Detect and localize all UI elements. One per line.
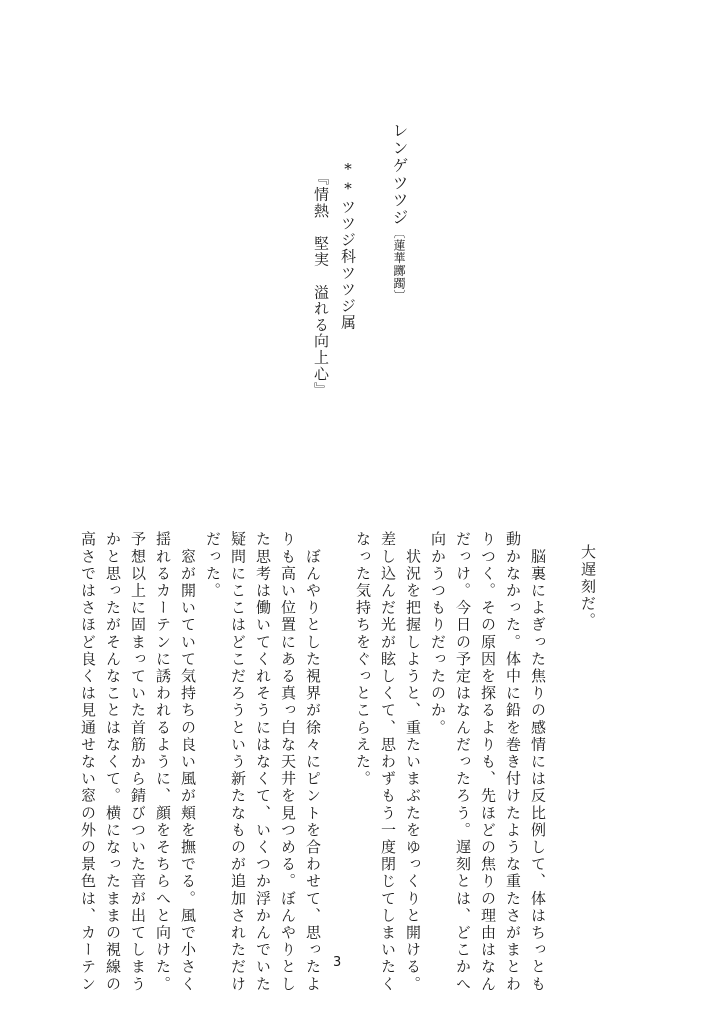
body-line: 窓が開いていて気持ちの良い風が頬を撫でる。風で小さく (179, 531, 197, 993)
flower-name: レンゲツツジ (390, 122, 409, 227)
body-line: かと思ったがそんなことはなくて。横になったままの視線の (104, 531, 122, 993)
flower-meaning: 『情熱 堅実 溢れる向上心』 (312, 170, 330, 399)
flower-title (391, 122, 407, 302)
body-line: 向かうつもりだったのか。 (429, 531, 447, 737)
body-line: なった気持ちをぐっとこらえた。 (354, 531, 372, 788)
body-line: た思考は働いてくれそうにはなくて、いくつか浮かんでいた (254, 531, 272, 993)
body-line: 差し込んだ光が眩しくて、思わずもう一度閉じてしまいたく (379, 531, 397, 993)
body-line: 予想以上に固まっていた首筋から錆びついた音が出てしまう (129, 531, 147, 993)
body-line: 揺れるカーテンに誘われるように、顔をそちらへと向けた。 (154, 531, 172, 993)
body-line: だった。 (204, 531, 222, 600)
body-line: 高さではさほど良くは見通せない窓の外の景色は、カーテン (79, 531, 97, 993)
page-number: 3 (333, 955, 342, 970)
body-line: 脳裏によぎった焦りの感情には反比例して、体はちっとも (529, 531, 547, 993)
body-line: だっけ。今日の予定はなんだったろう。遅刻とは、どこかへ (454, 531, 472, 993)
body-line: 大遅刻だ。 (579, 544, 597, 630)
flower-kanji-ruby: 〔蓮華躑躅〕 (392, 226, 406, 303)
body-line: りつく。その原因を探るよりも、先ほどの焦りの理由はなん (479, 531, 497, 993)
body-line: ぼんやりとした視界が徐々にピントを合わせて、思ったよ (304, 531, 322, 993)
flower-family: **ツツジ科ツツジ属 (339, 160, 357, 331)
body-line: 疑問にここはどこだろうという新たなものが追加されただけ (229, 531, 247, 993)
body-line: りも高い位置にある真っ白な天井を見つめる。ぼんやりとし (279, 531, 297, 993)
body-line: 動かなかった。体中に鉛を巻き付けたような重たさがまとわ (504, 531, 522, 993)
body-line: 状況を把握しようと、重たいまぶたをゆっくりと開ける。 (404, 531, 422, 993)
